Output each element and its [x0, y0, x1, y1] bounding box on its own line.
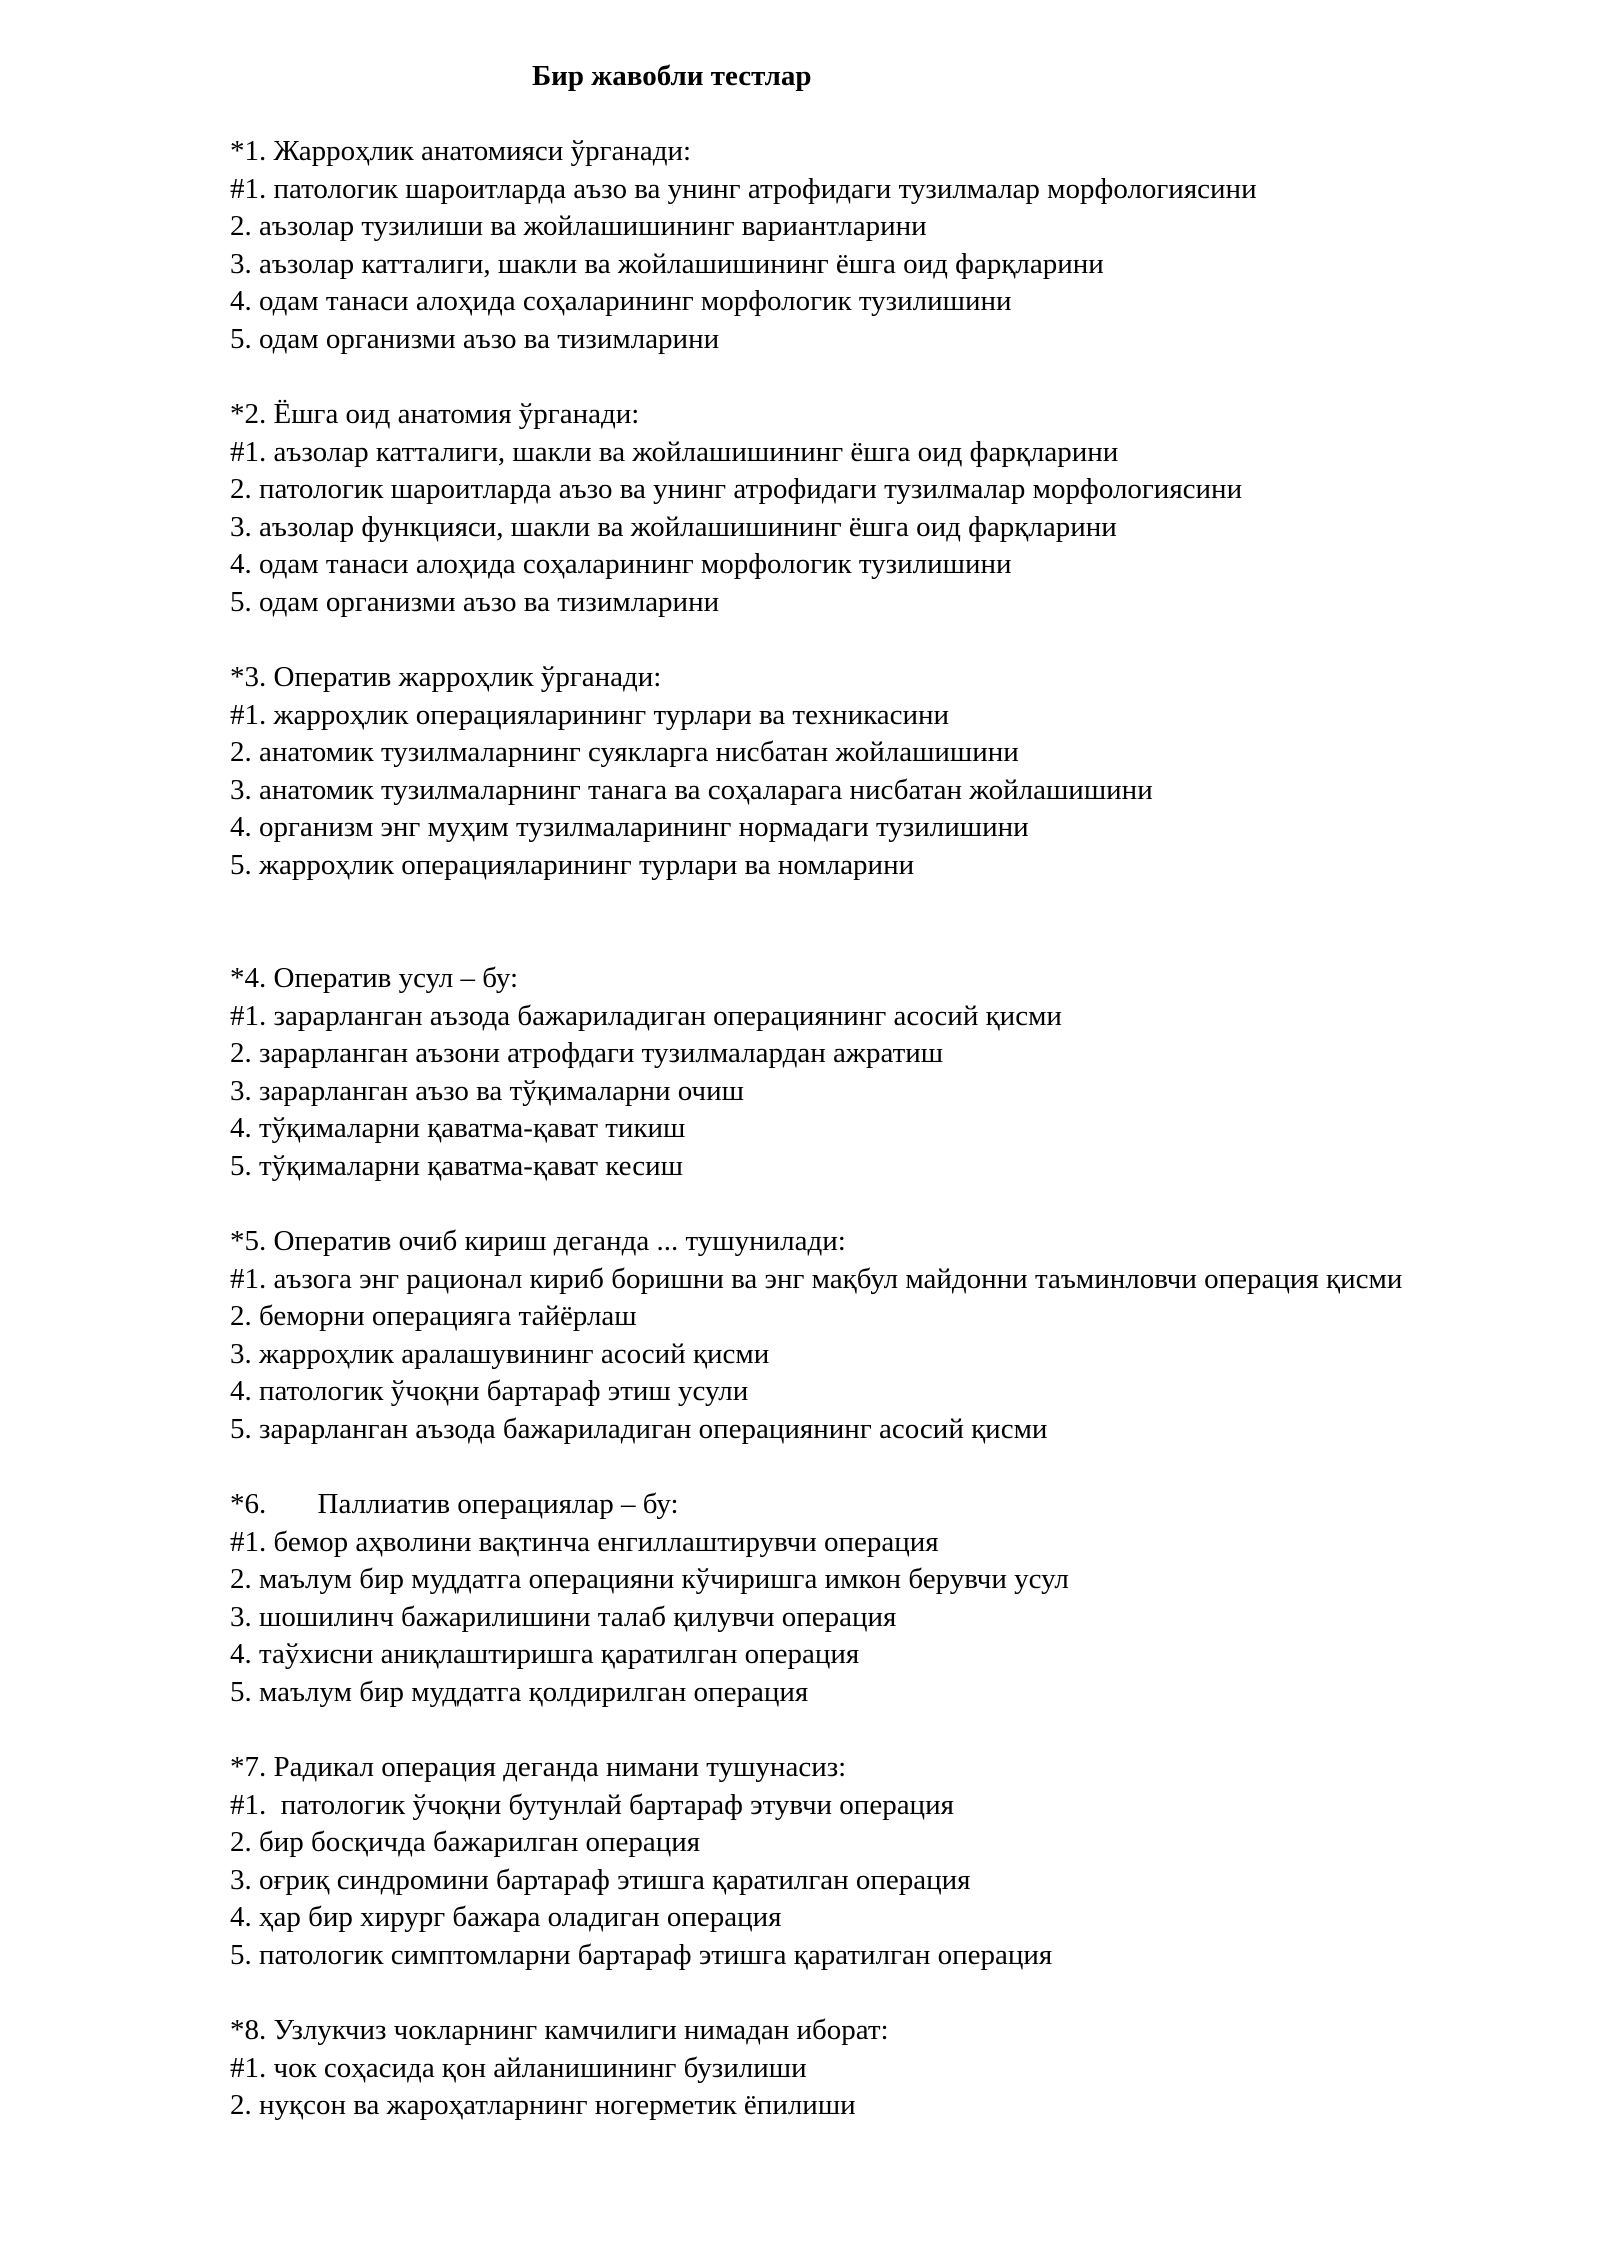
answer-option: #1. зарарланган аъзода бажариладиган операциянинг асосий қисми: [230, 999, 1062, 1032]
answer-option: 5. патологик симптомларни бартараф этишга қаратилган операция: [230, 1938, 1053, 1971]
question-block: [230, 1486, 1490, 1711]
answer-option: 4. патологик ўчоқни бартараф этиш усули: [230, 1375, 749, 1407]
answer-option: 5. маълум бир муддатга қолдирилган операция: [230, 1675, 809, 1708]
question-text: Жарроҳлик анатомияси ўрганади:: [273, 135, 692, 167]
answer-options: [230, 697, 1490, 885]
question-block: [230, 960, 1490, 1185]
answer-option: 4. одам танаси алоҳида соҳаларининг морфологик тузилишини: [230, 285, 1012, 317]
answer-options: [230, 998, 1490, 1186]
answer-options: [230, 171, 1490, 359]
question-list: [230, 133, 1490, 2163]
question-text: Оператив жарроҳлик ўрганади:: [273, 661, 662, 693]
question-marker: *6.: [230, 1488, 267, 1520]
answer-options: [230, 2050, 1490, 2125]
question-block: [230, 1749, 1490, 1974]
answer-options: [230, 434, 1490, 622]
question-marker: *3.: [230, 661, 267, 693]
question-block: [230, 396, 1490, 621]
question-marker: *1.: [230, 135, 267, 167]
question-text: Оператив усул – бу:: [273, 962, 519, 994]
answer-option: #1. аъзолар катталиги, шакли ва жойлашишининг ёшга оид фарқларини: [230, 435, 1119, 468]
answer-option: 4. тўқималарни қаватма-қават тикиш: [230, 1112, 686, 1144]
answer-options: [230, 1787, 1490, 1975]
question-line: [230, 2012, 1490, 2050]
question-line: [230, 1749, 1490, 1787]
answer-option: #1. бемор аҳволини вақтинча енгиллаштирувчи операция: [230, 1525, 939, 1558]
answer-option: 3. аъзолар функцияси, шакли ва жойлашишининг ёшга оид фарқларини: [230, 510, 1117, 543]
answer-option: 2. бир босқичда бажарилган операция: [230, 1826, 701, 1858]
answer-option: #1. аъзога энг рационал кириб боришни ва энг мақбул майдонни таъминловчи операция қисми: [230, 1262, 1403, 1295]
question-text: Узлукчиз чокларнинг камчилиги нимадан иборат:: [273, 2014, 889, 2046]
document-title: Бир жавобли тестлар: [532, 60, 812, 92]
question-text: Оператив очиб кириш деганда ... тушунилади:: [273, 1225, 846, 1257]
question-text: Радикал операция деганда нимани тушунасиз:: [273, 1751, 847, 1783]
question-line: [230, 133, 1490, 171]
answer-option: 5. зарарланган аъзода бажариладиган операциянинг асосий қисми: [230, 1412, 1048, 1445]
answer-option: 3. аъзолар катталиги, шакли ва жойлашишининг ёшга оид фарқларини: [230, 247, 1104, 280]
question-text: Ёшга оид анатомия ўрганади:: [273, 398, 640, 430]
question-line: [230, 1223, 1490, 1261]
answer-option: 5. одам организми аъзо ва тизимларини: [230, 585, 720, 618]
answer-option: 2. нуқсон ва жароҳатларнинг ногерметик ёпилиши: [230, 2089, 856, 2121]
question-line: [230, 659, 1490, 697]
question-marker: *2.: [230, 398, 267, 430]
answer-option: #1. чок соҳасида қон айланишининг бузилиши: [230, 2051, 807, 2084]
question-line: [230, 396, 1490, 434]
answer-option: #1. патологик шароитларда аъзо ва унинг атрофидаги тузилмалар морфологиясини: [230, 172, 1257, 205]
answer-option: 4. одам танаси алоҳида соҳаларининг морфологик тузилишини: [230, 548, 1012, 580]
answer-option: 3. жарроҳлик аралашувининг асосий қисми: [230, 1337, 770, 1370]
answer-options: [230, 1524, 1490, 1712]
question-marker: *8.: [230, 2014, 267, 2046]
answer-option: 3. оғриқ синдромини бартараф этишга қаратилган операция: [230, 1863, 971, 1896]
answer-options: [230, 1261, 1490, 1449]
answer-option: 2. аъзолар тузилиши ва жойлашишининг вариантларини: [230, 210, 927, 242]
answer-option: #1. жарроҳлик операцияларининг турлари ва техникасини: [230, 698, 950, 731]
question-line: [230, 960, 1490, 998]
answer-option: 3. анатомик тузилмаларнинг танага ва соҳаларага нисбатан жойлашишини: [230, 773, 1153, 806]
answer-option: 5. тўқималарни қаватма-қават кесиш: [230, 1149, 683, 1182]
question-line: [230, 1486, 1490, 1524]
answer-option: 3. шошилинч бажарилишини талаб қилувчи операция: [230, 1600, 897, 1633]
answer-option: 4. таўхисни аниқлаштиришга қаратилган операция: [230, 1638, 860, 1670]
answer-option: 2. маълум бир муддатга операцияни кўчиришга имкон берувчи усул: [230, 1563, 1069, 1595]
question-marker: *5.: [230, 1225, 267, 1257]
answer-option: 2. анатомик тузилмаларнинг суякларга нисбатан жойлашишини: [230, 736, 1019, 768]
answer-option: 5. одам организми аъзо ва тизимларини: [230, 322, 720, 355]
answer-option: 2. зарарланган аъзони атрофдаги тузилмалардан ажратиш: [230, 1037, 944, 1069]
answer-option: 4. организм энг муҳим тузилмаларининг нормадаги тузилишини: [230, 811, 1029, 843]
question-text: Паллиатив операциялар – бу:: [317, 1488, 679, 1520]
answer-option: 2. беморни операцияга тайёрлаш: [230, 1300, 637, 1332]
answer-option: 2. патологик шароитларда аъзо ва унинг атрофидаги тузилмалар морфологиясини: [230, 473, 1243, 505]
answer-option: 4. ҳар бир хирург бажара оладиган операция: [230, 1901, 782, 1933]
question-block: [230, 1223, 1490, 1448]
answer-option: #1. патологик ўчоқни бутунлай бартараф этувчи операция: [230, 1788, 954, 1821]
answer-option: 3. зарарланган аъзо ва тўқималарни очиш: [230, 1074, 744, 1107]
question-block: [230, 2012, 1490, 2125]
question-marker: *7.: [230, 1751, 267, 1783]
question-block: [230, 659, 1490, 884]
question-marker: *4.: [230, 962, 267, 994]
answer-option: 5. жарроҳлик операцияларининг турлари ва номларини: [230, 848, 915, 881]
question-block: [230, 133, 1490, 358]
